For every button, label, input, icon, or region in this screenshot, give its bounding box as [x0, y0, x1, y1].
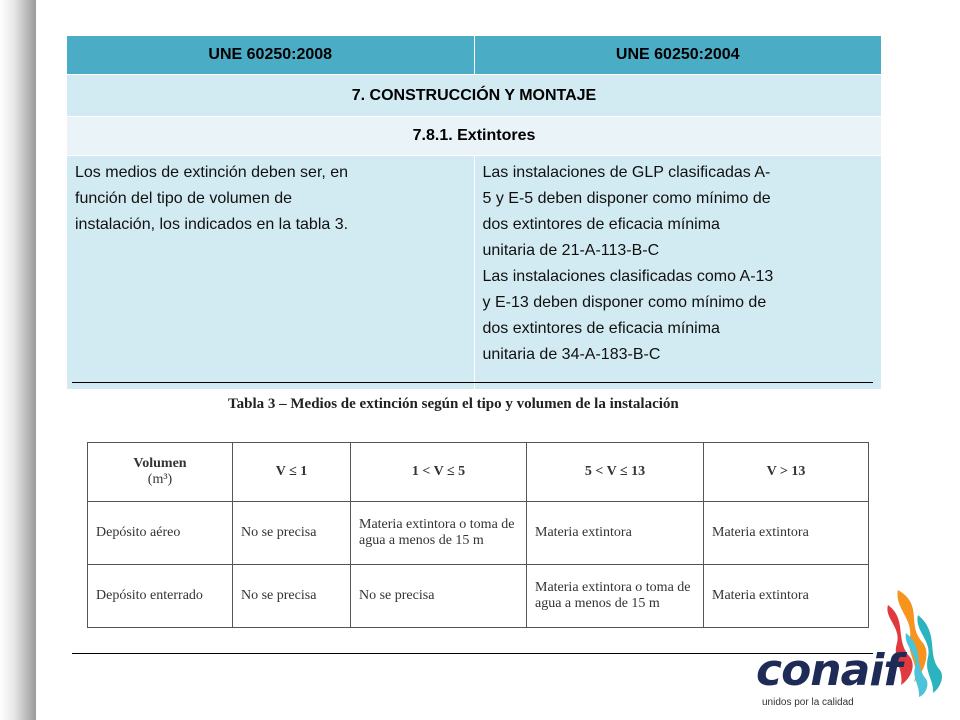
text-line: unitaria de 21-A-113-B-C — [482, 242, 660, 259]
text-line: Las instalaciones de GLP clasificadas A- — [482, 164, 771, 181]
tabla3-cell: Materia extintora — [704, 502, 869, 565]
subsection-title: 7.8.1. Extintores — [67, 117, 882, 156]
logo-tagline: unidos por la calidad — [762, 697, 854, 708]
tabla3-header-c3: 5 < V ≤ 13 — [527, 443, 704, 502]
text-line: Las instalaciones clasificadas como A-13 — [482, 268, 774, 285]
volumen-label: Volumen — [133, 456, 187, 471]
tabla3-header-c4: V > 13 — [704, 443, 869, 502]
tabla3-header-volumen — [88, 443, 233, 502]
logo-wordmark: conaif — [756, 645, 902, 696]
header-une-2008: UNE 60250:2008 — [67, 36, 475, 75]
tabla3-title: Tabla 3 – Medios de extinción según el tipo y volumen de la instalación — [228, 396, 679, 412]
tabla3-row-label: Depósito enterrado — [88, 565, 233, 628]
tabla3-header-c2: 1 < V ≤ 5 — [351, 443, 527, 502]
tabla3-row-label: Depósito aéreo — [88, 502, 233, 565]
text-2008 — [67, 156, 475, 390]
tabla3-cell: No se precisa — [233, 565, 351, 628]
tabla3-cell: Materia extintora — [527, 502, 704, 565]
text-line: dos extintores de eficacia mínima — [482, 216, 720, 233]
tabla3-cell: Materia extintora o toma de agua a menos de 15 m — [351, 502, 527, 565]
tabla3-cell: Materia extintora — [704, 565, 869, 628]
left-decorative-bar — [0, 0, 36, 720]
divider-top — [72, 382, 873, 383]
comparison-table — [66, 35, 882, 390]
header-une-2004: UNE 60250:2004 — [474, 36, 882, 75]
text-line: 5 y E-5 deben disponer como mínimo de — [482, 190, 771, 207]
text-line: función del tipo de volumen de — [75, 190, 293, 207]
conaif-logo — [748, 585, 948, 715]
text-line: instalación, los indicados en la tabla 3. — [75, 216, 349, 233]
text-line: dos extintores de eficacia mínima — [482, 320, 720, 337]
tabla3-header-c1: V ≤ 1 — [233, 443, 351, 502]
tabla3-cell: No se precisa — [351, 565, 527, 628]
tabla3-cell: No se precisa — [233, 502, 351, 565]
text-2004 — [474, 156, 882, 390]
text-line: Los medios de extinción deben ser, en — [75, 164, 349, 181]
text-line: unitaria de 34-A-183-B-C — [482, 346, 661, 363]
tabla3-cell: Materia extintora o toma de agua a menos de 15 m — [527, 565, 704, 628]
section-title: 7. CONSTRUCCIÓN Y MONTAJE — [67, 75, 882, 117]
text-line: y E-13 deben disponer como mínimo de — [482, 294, 767, 311]
volumen-unit: (m³) — [147, 472, 173, 487]
